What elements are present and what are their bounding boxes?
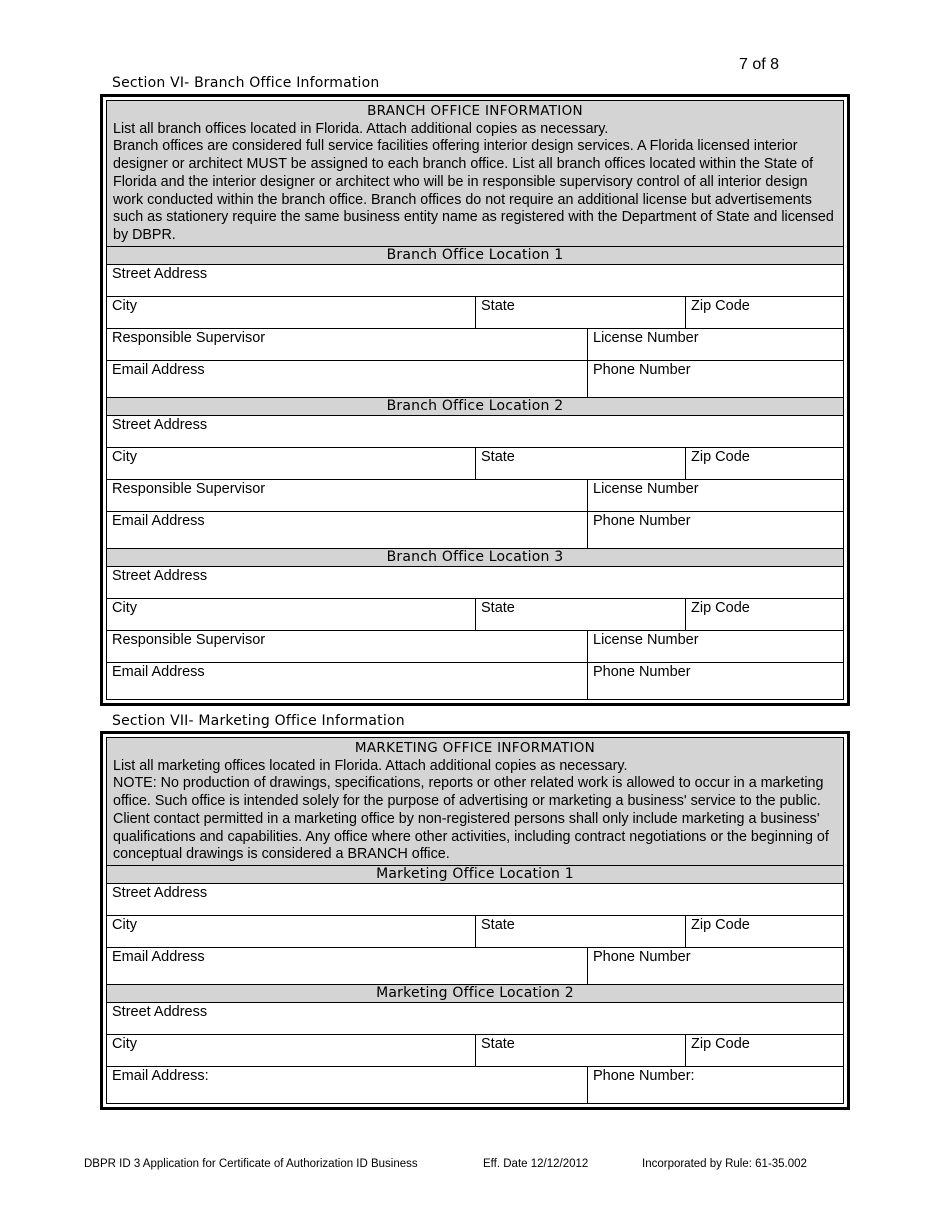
marketing-2-email-field[interactable]: Email Address: [112,1068,209,1084]
marketing-1-city-field[interactable]: City [112,917,137,933]
marketing-2-street-address-field[interactable]: Street Address [112,1004,208,1020]
branch-1-license-field[interactable]: License Number [587,329,843,360]
marketing-location-2-title: Marketing Office Location 2 [107,984,843,1003]
branch-2-state-field[interactable]: State [475,448,685,479]
marketing-header-title: MARKETING OFFICE INFORMATION [354,740,596,756]
branch-3-street-address-field[interactable]: Street Address [112,568,208,584]
marketing-1-street-address-field[interactable]: Street Address [112,885,208,901]
marketing-2-phone-field[interactable]: Phone Number: [587,1067,843,1103]
branch-location-3-title: Branch Office Location 3 [107,548,843,567]
branch-1-email-field[interactable]: Email Address [112,362,205,378]
marketing-location-1-title: Marketing Office Location 1 [107,865,843,884]
branch-3-supervisor-field[interactable]: Responsible Supervisor [112,632,266,648]
branch-2-phone-field[interactable]: Phone Number [587,512,843,548]
footer-form-name: DBPR ID 3 Application for Certificate of Authorization ID Business [84,1158,418,1170]
branch-1-zip-field[interactable]: Zip Code [685,297,843,328]
branch-3-state-field[interactable]: State [475,599,685,630]
branch-header-title: BRANCH OFFICE INFORMATION [367,103,583,119]
footer-rule: Incorporated by Rule: 61-35.002 [642,1158,807,1170]
branch-2-city-field[interactable]: City [112,449,137,465]
branch-1-phone-field[interactable]: Phone Number [587,361,843,397]
marketing-office-header [107,738,843,865]
marketing-1-state-field[interactable]: State [475,916,685,947]
marketing-section-title: Section VII- Marketing Office Information [112,713,405,729]
marketing-instruction: List all marketing offices located in Florida. Attach additional copies as necessary. [113,757,628,774]
branch-2-email-field[interactable]: Email Address [112,513,205,529]
branch-2-license-field[interactable]: License Number [587,480,843,511]
marketing-office-box [100,731,850,1110]
branch-1-city-field[interactable]: City [112,298,137,314]
branch-3-city-field[interactable]: City [112,600,137,616]
branch-1-supervisor-field[interactable]: Responsible Supervisor [112,330,266,346]
branch-1-state-field[interactable]: State [475,297,685,328]
page-number: 7 of 8 [739,56,780,73]
branch-location-2-title: Branch Office Location 2 [107,397,843,416]
marketing-2-city-field[interactable]: City [112,1036,137,1052]
marketing-1-email-field[interactable]: Email Address [112,949,205,965]
marketing-2-zip-field[interactable]: Zip Code [685,1035,843,1066]
branch-section-title: Section VI- Branch Office Information [112,75,380,91]
branch-3-license-field[interactable]: License Number [587,631,843,662]
branch-instruction: List all branch offices located in Florida. Attach additional copies as necessary. [113,120,609,137]
branch-3-zip-field[interactable]: Zip Code [685,599,843,630]
branch-description: Branch offices are considered full service facilities offering interior design services. A Florida licensed interior designer or architect MUST be assigned to each branch office. List all branch offices located within the State of Florida and the interior designer or architect who will be in responsible supervisory control of all interior design work conducted within the branch office. Branch offices do not require an additional license but advertisements such as stationery require the same business entity name as registered with the Department of State and licensed by DBPR. [113,138,834,243]
branch-2-zip-field[interactable]: Zip Code [685,448,843,479]
branch-3-email-field[interactable]: Email Address [112,664,205,680]
marketing-1-zip-field[interactable]: Zip Code [685,916,843,947]
footer-effective-date: Eff. Date 12/12/2012 [483,1158,589,1170]
marketing-description: NOTE: No production of drawings, specifications, reports or other related work is allowed to occur in a marketing office. Such office is intended solely for the purpose of advertising or marketing a business' service to the public. Client contact permitted in a marketing office by non-registered persons shall only include marketing a business' qualifications and capabilities. Any office where other activities, including contract negotiations or the beginning of conceptual drawings is considered a BRANCH office. [113,775,829,863]
branch-2-street-address-field[interactable]: Street Address [112,417,208,433]
marketing-2-state-field[interactable]: State [475,1035,685,1066]
branch-1-street-address-field[interactable]: Street Address [112,266,208,282]
marketing-1-phone-field[interactable]: Phone Number [587,948,843,984]
branch-office-header [107,101,843,246]
branch-office-box [100,94,850,706]
branch-location-1-title: Branch Office Location 1 [107,246,843,265]
branch-2-supervisor-field[interactable]: Responsible Supervisor [112,481,266,497]
branch-3-phone-field[interactable]: Phone Number [587,663,843,699]
